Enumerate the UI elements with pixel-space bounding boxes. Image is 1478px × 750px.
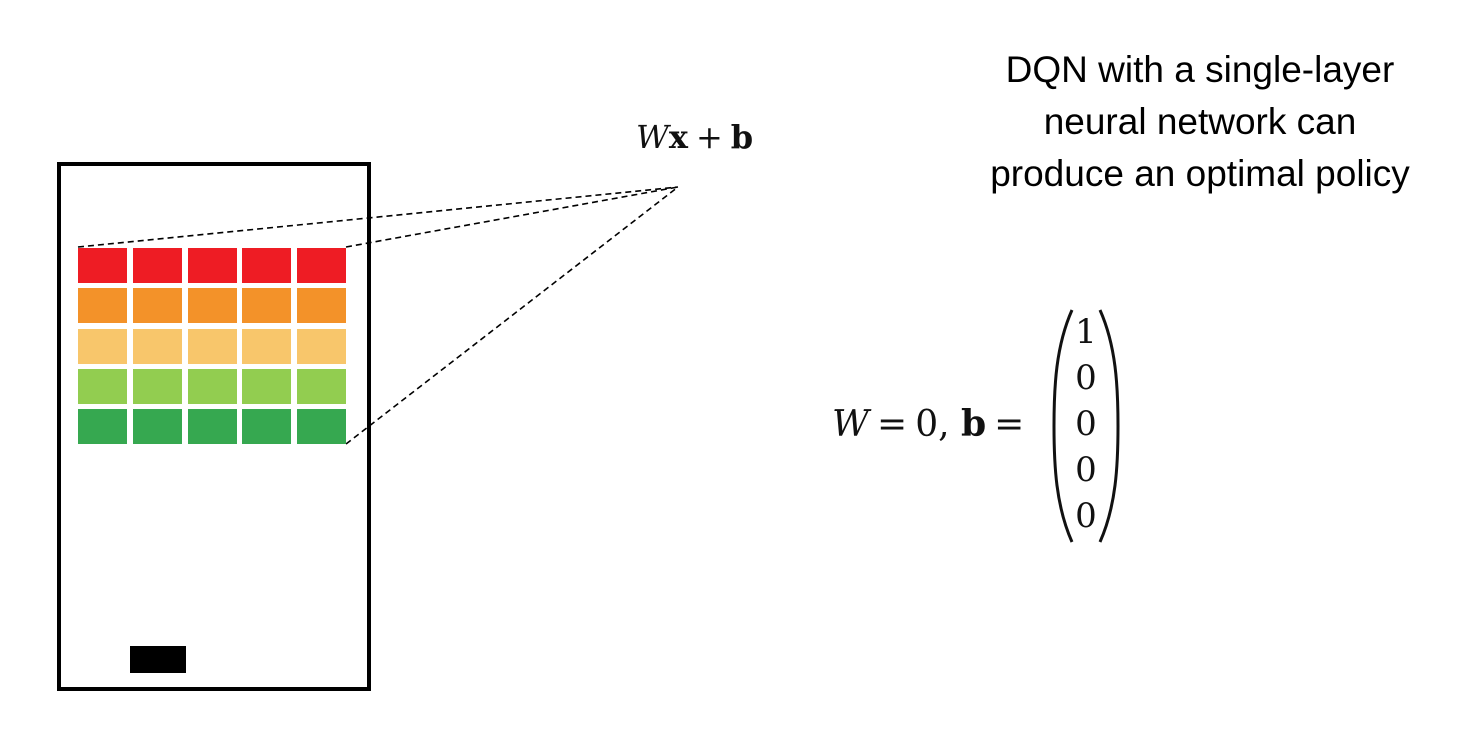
bias-vector-entry: 0 — [1075, 404, 1097, 444]
bias-vector — [1050, 306, 1122, 546]
formula-bias-symbol: b — [730, 118, 754, 156]
caption-line-3: produce an optimal policy — [990, 153, 1410, 194]
bias-vector-entry: 1 — [1075, 312, 1097, 352]
bias-vector-entry: 0 — [1075, 358, 1097, 398]
left-parenthesis — [1050, 306, 1074, 546]
formula-plus-symbol: + — [695, 118, 723, 156]
caption-line-2: neural network can — [1043, 101, 1357, 142]
brick — [133, 329, 182, 364]
brick — [188, 248, 237, 283]
param-equals-2: = — [994, 404, 1025, 445]
brick — [78, 409, 127, 444]
param-weight-value: 0, — [915, 404, 950, 445]
brick — [297, 288, 346, 323]
parameter-formula — [832, 402, 1032, 447]
bias-vector-entry: 0 — [1075, 496, 1097, 536]
brick — [78, 329, 127, 364]
brick — [242, 329, 291, 364]
formula-weight-symbol: W — [636, 118, 669, 156]
brick-grid — [78, 248, 346, 444]
brick — [242, 409, 291, 444]
brick — [78, 248, 127, 283]
brick — [297, 369, 346, 404]
brick — [133, 248, 182, 283]
paddle — [130, 646, 186, 673]
brick — [297, 329, 346, 364]
brick — [297, 248, 346, 283]
brick — [188, 329, 237, 364]
brick — [188, 369, 237, 404]
brick — [133, 409, 182, 444]
brick — [242, 248, 291, 283]
connection-line-bottom — [346, 187, 678, 444]
param-equals-1: = — [877, 404, 908, 445]
brick — [297, 409, 346, 444]
brick — [133, 288, 182, 323]
caption-line-1: DQN with a single-layer — [1005, 49, 1395, 90]
diagram-caption — [950, 44, 1450, 200]
brick — [78, 369, 127, 404]
connection-line-middle — [346, 187, 678, 247]
brick — [133, 369, 182, 404]
bias-vector-entry: 0 — [1075, 450, 1097, 490]
param-weight-symbol: W — [832, 404, 870, 445]
brick — [242, 288, 291, 323]
brick — [188, 409, 237, 444]
right-parenthesis — [1098, 306, 1122, 546]
param-bias-symbol: b — [961, 403, 987, 445]
linear-layer-formula — [636, 117, 753, 157]
brick — [188, 288, 237, 323]
brick — [78, 288, 127, 323]
formula-input-symbol: x — [668, 118, 688, 156]
brick — [242, 369, 291, 404]
